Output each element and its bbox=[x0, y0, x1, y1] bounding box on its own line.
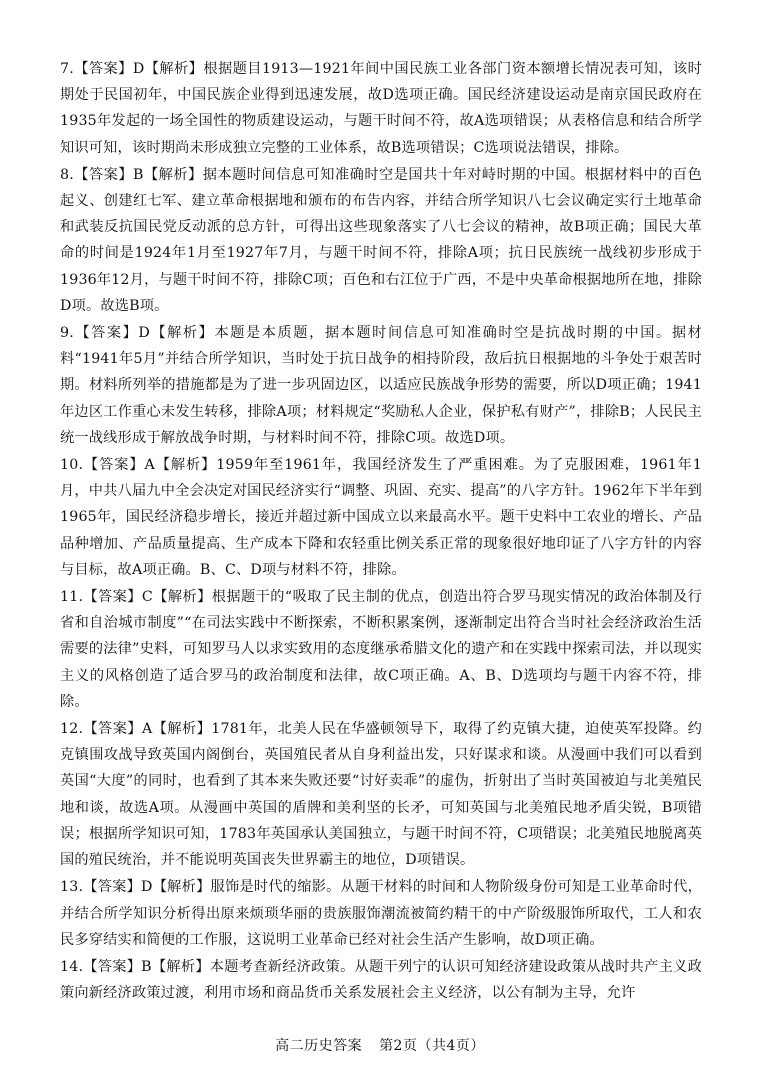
answer-14: 14.【答案】B【解析】本题考查新经济政策。从题干列宁的认识可知经济建设政策从战时共产主义政策向新经济政策过渡，利用市场和商品货币关系发展社会主义经济，以公有制为主导，允许 bbox=[60, 958, 702, 1002]
answer-9: 9.【答案】D【解析】本题是本质题，据本题时间信息可知准确时空是抗战时期的中国。据材料“1941年5月”并结合所学知识，当时处于抗日战争的相持阶段，敌后抗日根据地的斗争处于艰苦时期。材料所列举的措施都是为了进一步巩固边区，以适应民族战争形势的需要，所以D项正确；1941年边区工作重心未发生转移，排除A项；材料规定“奖励私人企业，保护私有财产”，排除B；人民民主统一战线形成于解放战争时期，与材料时间不符，排除C项。故选D项。 bbox=[60, 325, 702, 446]
answer-13: 13.【答案】D【解析】服饰是时代的缩影。从题干材料的时间和人物阶级身份可知是工业革命时代，并结合所学知识分析得出原来烦琐华丽的贵族服饰潮流被简约精干的中产阶级服饰所取代，工人和农民多穿结实和简便的工作服，这说明工业革命已经对社会生活产生影响，故D项正确。 bbox=[60, 879, 702, 948]
page-footer bbox=[0, 1035, 760, 1055]
answer-7: 7.【答案】D【解析】根据题目1913—1921年间中国民族工业各部门资本额增长情况表可知，该时期处于民国初年，中国民族企业得到迅速发展，故D选项正确。国民经济建设运动是南京国民政府在1935年发起的一场全国性的物质建设运动，与题干时间不符，故A选项错误；从表格信息和结合所学知识可知，该时期尚未形成独立完整的工业体系，故B选项错误；C选项说法错误，排除。 bbox=[60, 61, 702, 156]
answer-8: 8.【答案】B【解析】据本题时间信息可知准确时空是国共十年对峙时期的中国。根据材料中的百色起义、创建红七军、建立革命根据地和颁布的布告内容，并结合所学知识八七会议确定实行土地革命和武装反抗国民党反动派的总方针，可得出这些现象落实了八七会议的精神，故B项正确；国民大革命的时间是1924年1月至1927年7月，与题干时间不符，排除A项；抗日民族统一战线初步形成于1936年12月，与题干时间不符，排除C项；百色和右江位于广西，不是中央革命根据地所在地，排除D项。故选B项。 bbox=[60, 166, 702, 314]
answer-12: 12.【答案】A【解析】1781年，北美人民在华盛顿领导下，取得了约克镇大捷，迫使英军投降。约克镇围攻战导致英国内阁倒台，英国殖民者从自身利益出发，只好谋求和谈。从漫画中我们可以看到英国“大度”的同时，也看到了其本来失败还要“讨好卖乖”的虚伪，折射出了当时英国被迫与北美殖民地和谈，故选A项。从漫画中英国的盾牌和美利坚的长矛，可知英国与北美殖民地矛盾尖锐，B项错误；根据所学知识可知，1783年英国承认美国独立，与题干时间不符，C项错误；北美殖民地脱离英国的殖民统治，并不能说明英国丧失世界霸主的地位，D项错误。 bbox=[60, 721, 702, 869]
footer-subject: 高二历史答案 bbox=[275, 1038, 363, 1054]
answer-10: 10.【答案】A【解析】1959年至1961年，我国经济发生了严重困难。为了克服困难，1961年1月，中共八届九中全会决定对国民经济实行“调整、巩固、充实、提高”的八字方针。1962年下半年到1965年，国民经济稳步增长，接近并超过新中国成立以来最高水平。题干史料中工农业的增长、产品品种增加、产品质量提高、生产成本下降和农轻重比例关系正常的现象很好地印证了八字方针的内容与目标，故A项正确。B、C、D项与材料不符，排除。 bbox=[60, 457, 702, 578]
footer-page-number: 第2页（共4页） bbox=[379, 1038, 485, 1054]
answer-11: 11.【答案】C【解析】根据题干的“吸取了民主制的优点，创造出符合罗马现实情况的政治体制及行省和自治城市制度”“在司法实践中不断探索，不断积累案例，逐渐制定出符合当时社会经济政治生活需要的法律”史料，可知罗马人以求实致用的态度继承希腊文化的遗产和在实践中探索司法，并以现实主义的风格创造了适合罗马的政治制度和法律，故C项正确。A、B、D选项均与题干内容不符，排除。 bbox=[60, 589, 702, 710]
